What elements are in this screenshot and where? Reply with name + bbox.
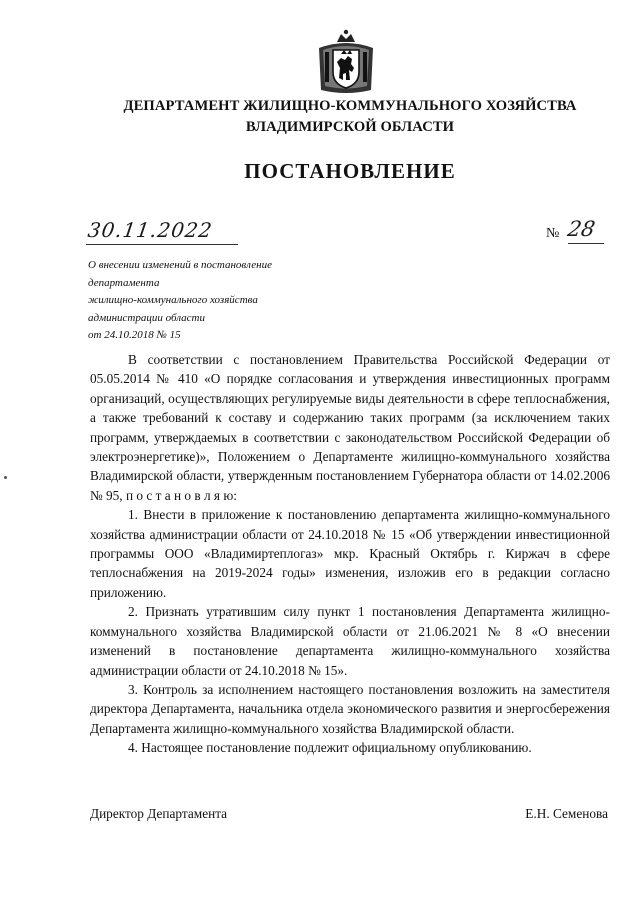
document-body	[90, 350, 610, 758]
clause-4-paragraph: 4. Настоящее постановление подлежит официальному опубликованию.	[128, 740, 532, 756]
document-type-title: ПОСТАНОВЛЕНИЕ	[244, 159, 456, 183]
number-label: №	[546, 226, 560, 241]
preamble-paragraph: В соответствии с постановлением Правительства Российской Федерации от 05.05.2014 № 410 «О порядке согласования и утверждения инвестиционных программ организаций, осуществляющих регулируемые виды деятельности в сфере теплоснабжения, а также требований к составу и содержанию таких программ (за исключением таких программ, утверждаемых в соответствии с законодательством Российской Федерации об электроэнергетике)», Положением о Департаменте жилищно-коммунального хозяйства Владимирской области, утвержденным постановлением Губернатора области от 14.02.2006 № 95, п о с т а н о в л я ю:	[90, 352, 610, 503]
document-date-field	[86, 218, 238, 245]
document-number: 28	[565, 217, 597, 241]
coat-of-arms-icon	[315, 28, 377, 96]
subject-line: администрации области	[88, 311, 205, 324]
signatory-position: Директор Департамента	[90, 806, 228, 821]
department-name-line1: ДЕПАРТАМЕНТ ЖИЛИЩНО-КОММУНАЛЬНОГО ХОЗЯЙСТВА	[123, 98, 577, 114]
subject-line: жилищно-коммунального хозяйства	[88, 294, 258, 306]
subject-line: О внесении изменений в постановление	[88, 259, 272, 271]
clause-2-paragraph: 2. Признать утратившим силу пункт 1 постановления Департамента жилищно-коммунального хозяйства Владимирской области от 21.06.2021 № 8 «О внесении изменений в постановление департамента жилищно-коммунального хозяйства администрации области от 24.10.2018 № 15».	[90, 604, 610, 678]
scan-speck	[4, 476, 7, 479]
subject-line: департамента	[88, 276, 160, 289]
clause-1-paragraph: 1. Внести в приложение к постановлению департамента жилищно-коммунального хозяйства администрации области от 24.10.2018 № 15 «Об утверждении инвестиционной программы ООО «Владимиртеплогаз» мкр. Красный Октябрь г. Киржач в сфере теплоснабжения на 2019-2024 годы» изменения, изложив его в редакции согласно приложению.	[90, 507, 610, 600]
department-name	[60, 96, 640, 138]
document-subject	[88, 257, 328, 345]
document-date: 30.11.2022	[86, 218, 215, 242]
subject-line: от 24.10.2018 № 15	[88, 329, 181, 341]
clause-3-paragraph: 3. Контроль за исполнением настоящего постановления возложить на заместителя директора Департамента, начальника отдела экономического развития и энергосбережения Департамента жилищно-коммунального хозяйства Владимирской области.	[90, 681, 610, 736]
department-name-line2: ВЛАДИМИРСКОЙ ОБЛАСТИ	[245, 119, 455, 135]
signatory-name: Е.Н. Семенова	[525, 806, 608, 821]
number-underline	[568, 243, 604, 244]
